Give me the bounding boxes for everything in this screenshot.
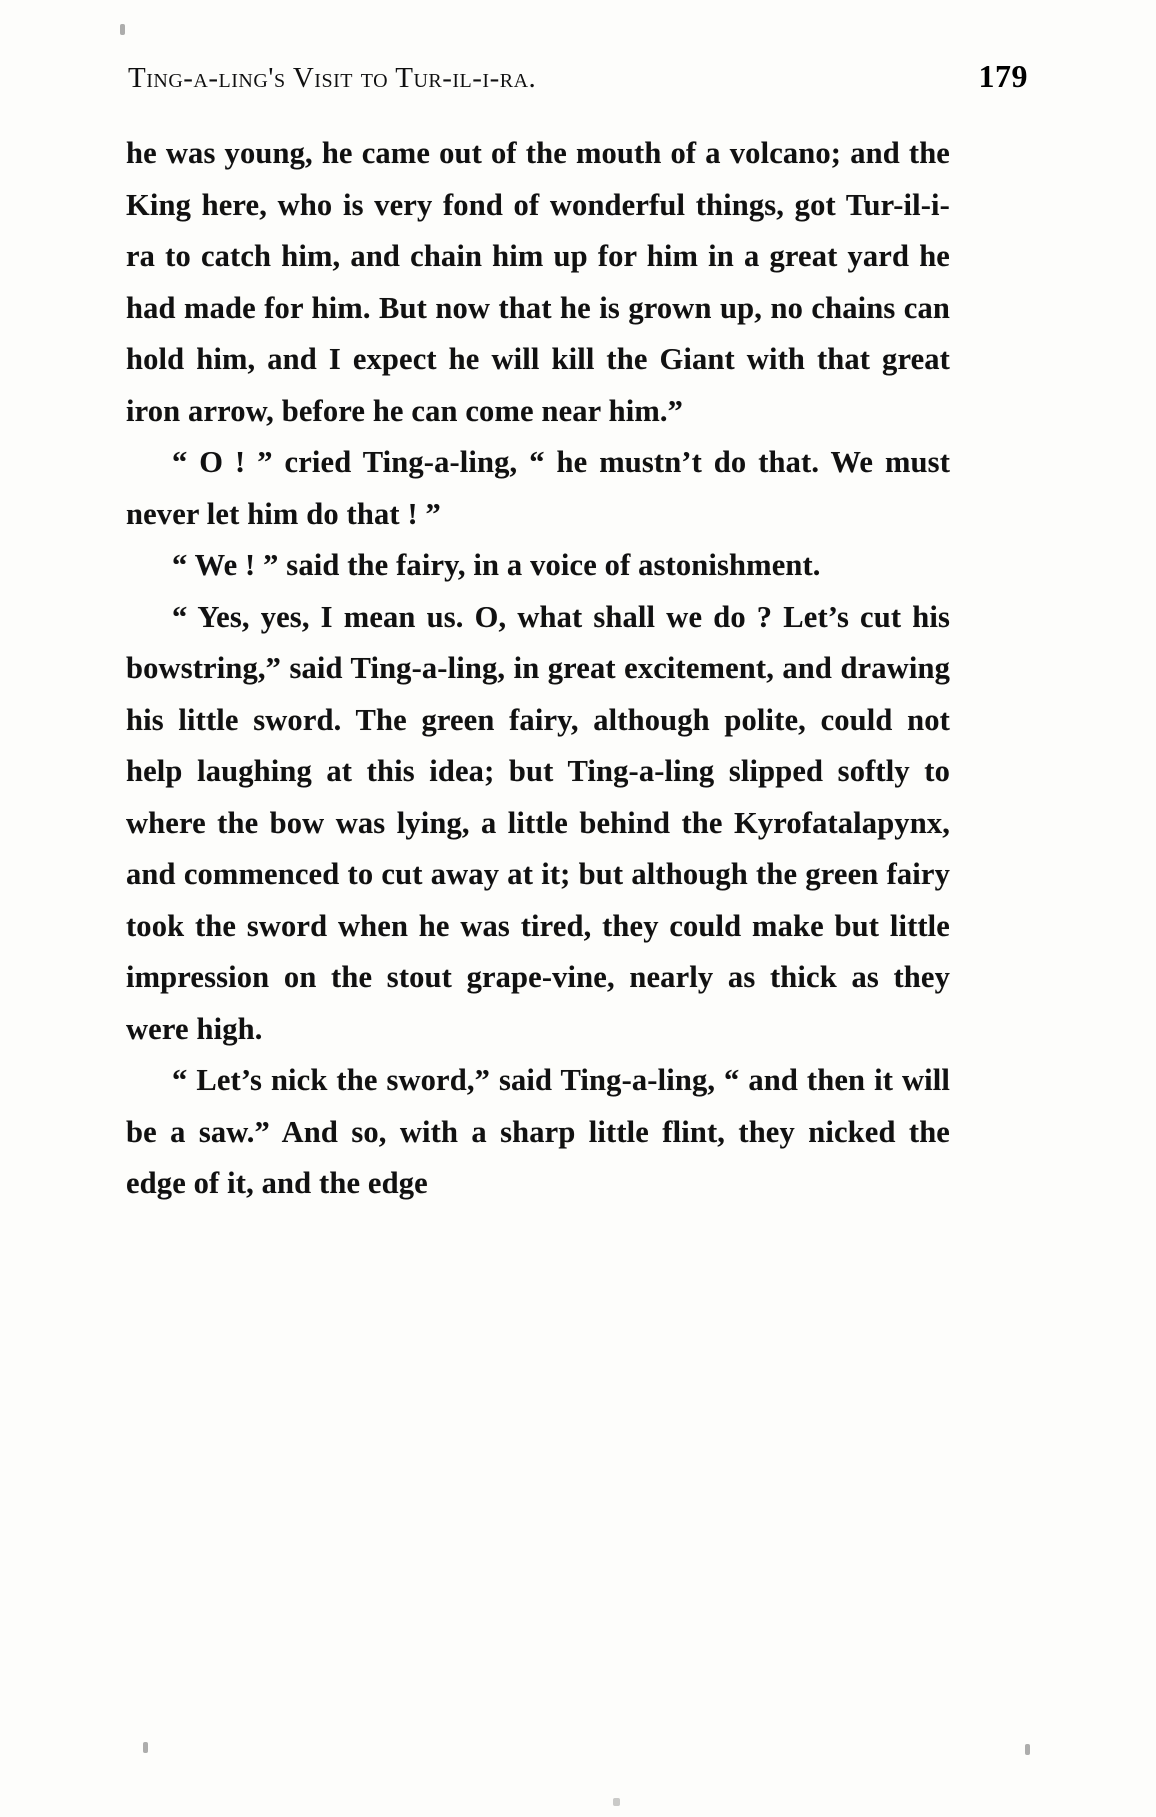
paragraph: “ Yes, yes, I mean us. O, what shall we do ? Let’s cut his bowstring,” said Ting-a-ling, in great excitement, and drawing his little sword. The green fairy, although polite, could not help laughing at this idea; but Ting-a-ling slipped softly to where the bow was lying, a little behind the Kyrofatalapynx, and commenced to cut away at it; but although the green fairy took the sword when he was tired, they could make but little impression on the stout grape-vine, nearly as thick as they were high. <box>126 599 950 1046</box>
paragraph: “ Let’s nick the sword,” said Ting-a-ling, “ and then it will be a saw.” And so, with a sharp little flint, they nicked the edge of it, and the edge <box>126 1063 950 1200</box>
printing-mark-bottom-right <box>1025 1744 1030 1755</box>
page-number: 179 <box>978 58 1028 94</box>
text-block <box>126 128 950 1210</box>
printing-mark-bottom-left <box>143 1742 148 1753</box>
running-head-title: Ting-a-ling's Visit to Tur-il-i-ra. <box>128 62 537 94</box>
paragraph: “ O ! ” cried Ting-a-ling, “ he mustn’t do that. We must never let him do that ! ” <box>126 445 950 531</box>
running-head <box>128 58 1028 95</box>
printing-mark-top-left <box>120 24 125 35</box>
printing-mark-bottom-center <box>613 1798 620 1806</box>
paragraph: “ We ! ” said the fairy, in a voice of astonishment. <box>172 548 821 582</box>
paragraph: he was young, he came out of the mouth of a volcano; and the King here, who is very fond of wonderful things, got Tur-il-i-ra to catch him, and chain him up for him in a great yard he had made for him. But now that he is grown up, no chains can hold him, and I expect he will kill the Giant with that great iron arrow, before he can come near him.” <box>126 136 950 428</box>
